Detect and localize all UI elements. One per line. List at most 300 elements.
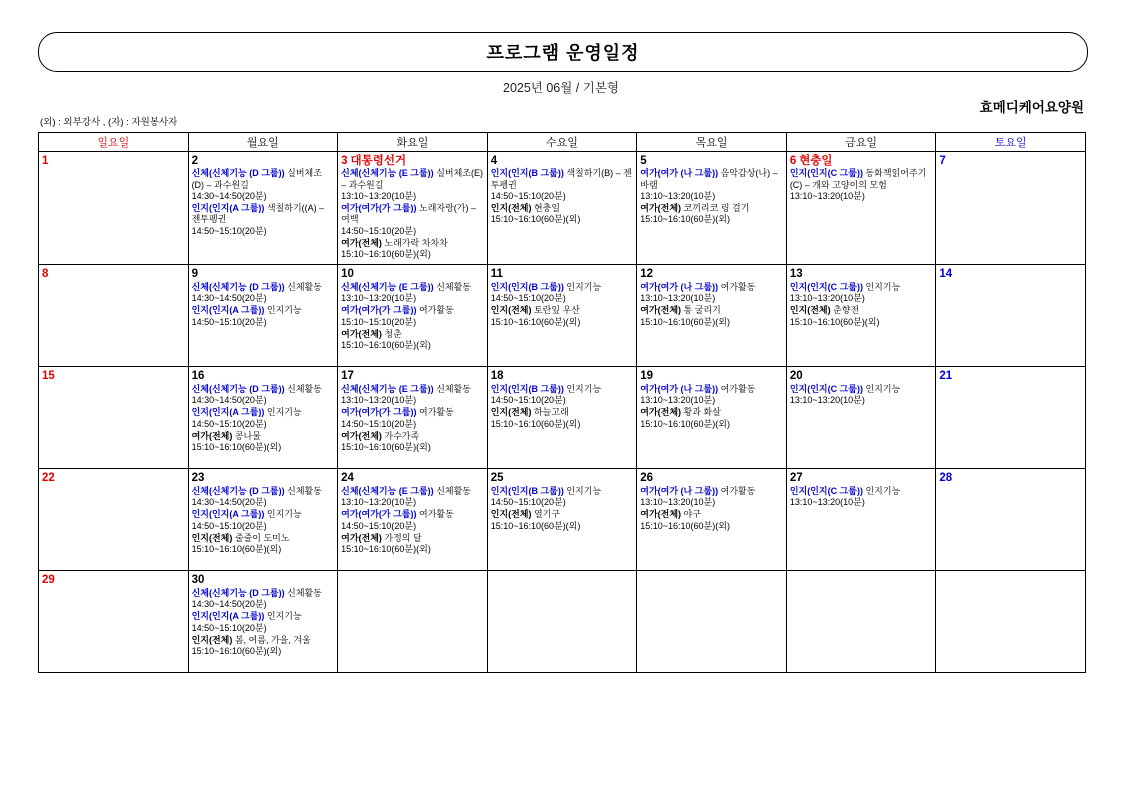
schedule-event[interactable] — [192, 509, 335, 532]
day-number: 1 — [42, 155, 49, 167]
event-time: 14:50~15:10(20분) — [191, 316, 267, 327]
calendar-week-row — [39, 265, 1086, 367]
day-number-line — [42, 573, 185, 587]
event-time: 13:10~13:20(10분) — [640, 293, 716, 303]
event-title: 인지기능 — [266, 305, 302, 316]
event-time: 15:10~16:10(60분)(외) — [640, 316, 730, 327]
page-title: 프로그램 운영일정 — [486, 43, 640, 63]
event-time: 15:10~16:10(60분)(외) — [191, 544, 282, 554]
schedule-event[interactable] — [790, 384, 933, 407]
schedule-event[interactable] — [341, 384, 484, 407]
calendar-day-cell[interactable] — [39, 152, 189, 265]
calendar-day-cell[interactable] — [338, 469, 488, 571]
day-number: 25 — [490, 472, 504, 485]
weekday-header-0: 일요일 — [39, 133, 189, 152]
page-title-box — [38, 32, 1088, 72]
event-program-label: 인지(전체) — [490, 203, 532, 214]
event-title: 통 굴리기 — [683, 305, 721, 316]
day-number-line — [491, 154, 634, 168]
event-title: 여가활동 — [720, 281, 756, 292]
day-number: 23 — [191, 472, 205, 485]
event-title: 인지기능 — [566, 281, 602, 292]
weekday-header-row — [39, 133, 1086, 152]
day-number: 22 — [42, 472, 55, 485]
event-time: 15:10~16:10(60분)(외) — [341, 340, 431, 350]
event-program-label: 여가(여가 (나 그룹)) — [640, 383, 719, 394]
weekday-header-3: 수요일 — [487, 133, 637, 152]
event-program-label: 신체(신체기능 (E 그룹)) — [341, 485, 434, 496]
event-time: 13:10~13:20(10분) — [640, 190, 716, 201]
event-time: 15:10~16:10(60분)(외) — [341, 249, 431, 260]
event-program-label: 여가(여가(가 그룹)) — [341, 509, 417, 520]
event-title: 황과 화살 — [683, 407, 721, 418]
event-time: 15:10~16:10(60분)(외) — [640, 520, 730, 531]
event-time: 14:30~14:50(20분) — [191, 293, 267, 303]
event-program-label: 신체(신체기능 (D 그룹)) — [191, 587, 285, 598]
day-number-line — [42, 154, 185, 168]
day-number-line — [341, 267, 484, 281]
calendar-day-cell[interactable] — [786, 469, 936, 571]
day-number-line — [939, 471, 1082, 485]
event-time: 13:10~13:20(10분) — [640, 395, 716, 405]
event-time: 14:50~15:10(20분) — [490, 395, 566, 405]
calendar-day-cell[interactable] — [936, 571, 1086, 673]
day-number: 27 — [789, 472, 803, 485]
day-number: 18 — [490, 370, 504, 383]
event-program-label: 인지(인지(C 그룹)) — [789, 281, 863, 292]
day-number-line — [192, 267, 335, 281]
day-number: 21 — [939, 370, 953, 383]
event-program-label: 인지(인지(A 그룹)) — [191, 407, 265, 418]
day-number: 19 — [640, 370, 654, 383]
day-number: 7 — [939, 155, 946, 167]
event-program-label: 여가(전체) — [640, 305, 682, 316]
calendar-day-cell[interactable] — [487, 367, 637, 469]
day-number: 28 — [939, 472, 953, 485]
day-number: 30 — [191, 574, 205, 587]
event-program-label: 인지(인지(C 그룹)) — [789, 168, 863, 179]
schedule-event[interactable] — [790, 168, 933, 202]
day-number-line — [42, 471, 185, 485]
schedule-event[interactable] — [491, 305, 634, 328]
day-number: 12 — [640, 268, 654, 281]
schedule-event[interactable] — [192, 431, 335, 454]
event-title: 신체활동 — [436, 281, 471, 292]
calendar-day-cell[interactable] — [487, 152, 637, 265]
event-time: 15:10~16:10(60분)(외) — [490, 214, 581, 225]
schedule-event[interactable] — [491, 384, 634, 407]
event-program-label: 인지(전체) — [490, 509, 532, 520]
calendar-day-cell[interactable] — [188, 265, 338, 367]
event-title: 인지기능 — [566, 485, 602, 496]
event-program-label: 신체(신체기능 (D 그룹)) — [191, 485, 285, 496]
calendar-day-cell[interactable] — [786, 152, 936, 265]
day-number: 29 — [42, 574, 55, 587]
event-time: 14:30~14:50(20분) — [191, 395, 267, 405]
day-number-line — [341, 471, 484, 485]
event-time: 15:10~16:10(60분)(외) — [341, 442, 431, 452]
event-title: 노래자랑(가) – 여백 — [341, 203, 476, 225]
event-time: 15:10~15:10(20분) — [341, 316, 417, 327]
event-program-label: 인지(인지(B 그룹)) — [490, 485, 564, 496]
event-time: 13:10~13:20(10분) — [789, 190, 865, 201]
schedule-event[interactable] — [341, 168, 484, 202]
schedule-event[interactable] — [192, 168, 335, 202]
day-number-line — [192, 369, 335, 383]
day-number-line — [640, 369, 783, 383]
event-title: 신체활동 — [436, 485, 471, 496]
holiday-label: 현충일 — [799, 155, 833, 167]
event-program-label: 여가(전체) — [640, 407, 682, 418]
day-number: 20 — [789, 370, 803, 383]
event-title: 신체활동 — [287, 281, 322, 292]
event-program-label: 인지(인지(B 그룹)) — [490, 383, 564, 394]
schedule-event[interactable] — [341, 431, 484, 454]
event-program-label: 인지(인지(C 그룹)) — [789, 485, 863, 496]
day-number-line — [192, 471, 335, 485]
calendar-day-cell[interactable] — [637, 265, 787, 367]
event-title: 음악감상(나) – 바램 — [640, 168, 778, 190]
event-program-label: 신체(신체기능 (D 그룹)) — [191, 168, 285, 179]
schedule-event[interactable] — [192, 611, 335, 634]
event-title: 인지기능 — [865, 383, 901, 394]
calendar-week-row — [39, 152, 1086, 265]
event-program-label: 인지(인지(A 그룹)) — [191, 305, 265, 316]
day-number: 3 — [341, 155, 348, 167]
schedule-event[interactable] — [192, 486, 335, 509]
event-title: 여가활동 — [419, 407, 454, 418]
day-number-line — [939, 267, 1082, 281]
event-program-label: 여가(여가(가 그룹)) — [341, 203, 417, 214]
event-time: 13:10~13:20(10분) — [341, 395, 417, 405]
event-time: 14:50~15:10(20분) — [341, 418, 417, 429]
day-number: 11 — [490, 268, 503, 281]
schedule-event[interactable] — [491, 168, 634, 202]
schedule-event[interactable] — [192, 203, 335, 237]
event-title: 가수가족 — [384, 430, 420, 441]
event-program-label: 여가(여가 (나 그룹)) — [640, 168, 719, 179]
event-time: 13:10~13:20(10분) — [789, 293, 865, 303]
schedule-event[interactable] — [192, 384, 335, 407]
event-time: 13:10~13:20(10분) — [341, 293, 417, 303]
day-number-line — [939, 369, 1082, 383]
day-number-line — [491, 267, 634, 281]
calendar-week-row — [39, 469, 1086, 571]
event-title: 여가활동 — [720, 485, 756, 496]
event-title: 현충일 — [533, 203, 561, 214]
day-number-line — [640, 267, 783, 281]
day-number: 16 — [191, 370, 205, 383]
calendar-day-cell[interactable] — [487, 469, 637, 571]
event-program-label: 신체(신체기능 (D 그룹)) — [191, 281, 285, 292]
schedule-event[interactable] — [341, 238, 484, 261]
day-number-line — [790, 267, 933, 281]
weekday-header-2: 화요일 — [338, 133, 488, 152]
schedule-event[interactable] — [192, 533, 335, 556]
day-number-line — [640, 471, 783, 485]
day-number: 24 — [341, 472, 354, 485]
day-number: 9 — [191, 268, 198, 281]
schedule-event[interactable] — [491, 282, 634, 305]
calendar-day-cell[interactable] — [39, 469, 189, 571]
event-program-label: 여가(여가 (나 그룹)) — [640, 485, 719, 496]
calendar-day-cell[interactable] — [39, 571, 189, 673]
event-time: 13:10~13:20(10분) — [789, 497, 865, 507]
day-number-line — [790, 154, 933, 168]
page-subtitle: 2025년 06월 / 기본형 — [503, 81, 619, 95]
day-number-line — [192, 154, 335, 168]
event-program-label: 여가(전체) — [341, 237, 382, 248]
day-number: 8 — [42, 268, 49, 281]
event-program-label: 여가(전체) — [341, 430, 382, 441]
schedule-event[interactable] — [491, 203, 634, 226]
event-time: 15:10~16:10(60분)(외) — [490, 316, 581, 327]
weekday-header-1: 월요일 — [188, 133, 338, 152]
event-program-label: 인지(인지(A 그룹)) — [191, 509, 265, 520]
event-title: 인지기능 — [566, 383, 602, 394]
event-title: 인지기능 — [266, 611, 302, 622]
schedule-event[interactable] — [341, 329, 484, 352]
day-number-line — [192, 573, 335, 587]
schedule-event[interactable] — [640, 407, 783, 430]
event-title: 가정의 달 — [384, 532, 422, 543]
event-title: 토란잎 우산 — [533, 305, 580, 316]
schedule-event[interactable] — [640, 509, 783, 532]
day-number-line — [790, 471, 933, 485]
event-program-label: 여가(여가(가 그룹)) — [341, 305, 417, 316]
schedule-event[interactable] — [790, 282, 933, 305]
day-number-line — [491, 369, 634, 383]
day-number-line — [341, 369, 484, 383]
schedule-event[interactable] — [341, 486, 484, 509]
event-time: 14:50~15:10(20분) — [341, 520, 417, 531]
event-time: 15:10~16:10(60분)(외) — [341, 544, 431, 554]
event-title: 인지기능 — [865, 485, 901, 496]
event-title: 청춘 — [384, 328, 402, 339]
schedule-event[interactable] — [790, 486, 933, 509]
event-time: 15:10~16:10(60분)(외) — [490, 418, 581, 429]
calendar-day-cell[interactable] — [487, 265, 637, 367]
schedule-event[interactable] — [341, 509, 484, 532]
event-title: 인지기능 — [865, 281, 901, 292]
event-title: 실버체조(D) – 과수원길 — [191, 168, 322, 190]
event-program-label: 인지(인지(C 그룹)) — [789, 383, 863, 394]
event-time: 13:10~13:20(10분) — [789, 395, 865, 405]
event-time: 14:50~15:10(20분) — [490, 293, 566, 303]
event-title: 여가활동 — [419, 509, 454, 520]
event-program-label: 인지(전체) — [490, 407, 532, 418]
event-program-label: 인지(인지(B 그룹)) — [490, 281, 564, 292]
event-program-label: 여가(여가 (나 그룹)) — [640, 281, 719, 292]
day-number: 15 — [42, 370, 55, 383]
event-time: 15:10~16:10(60분)(외) — [789, 316, 880, 327]
schedule-event[interactable] — [192, 282, 335, 305]
event-time: 14:50~15:10(20분) — [490, 190, 566, 201]
event-title: 동화책읽어주기(C) – 개와 고양이의 모험 — [789, 168, 927, 190]
calendar-day-cell[interactable] — [188, 469, 338, 571]
event-time: 14:50~15:10(20분) — [191, 225, 267, 236]
event-title: 색칠하기(B) – 젠투펭귄 — [490, 168, 632, 190]
day-number-line — [640, 154, 783, 168]
event-title: 춘향전 — [833, 305, 860, 316]
calendar-day-cell[interactable] — [338, 571, 488, 673]
event-time: 14:30~14:50(20분) — [191, 190, 267, 201]
calendar-day-cell[interactable] — [39, 265, 189, 367]
event-program-label: 여가(전체) — [640, 509, 682, 520]
schedule-event[interactable] — [192, 635, 335, 658]
day-number: 13 — [789, 268, 803, 281]
schedule-event[interactable] — [640, 305, 783, 328]
schedule-event[interactable] — [640, 486, 783, 509]
event-title: 열기구 — [533, 509, 561, 520]
event-title: 신체활동 — [287, 383, 322, 394]
calendar-day-cell[interactable] — [936, 152, 1086, 265]
schedule-event[interactable] — [790, 305, 933, 328]
day-number: 6 — [789, 155, 797, 167]
schedule-event[interactable] — [341, 282, 484, 305]
schedule-event[interactable] — [491, 509, 634, 532]
event-program-label: 여가(여가(가 그룹)) — [341, 407, 417, 418]
schedule-event[interactable] — [640, 203, 783, 226]
event-time: 15:10~16:10(60분)(외) — [191, 442, 282, 452]
calendar-day-cell[interactable] — [188, 152, 338, 265]
event-time: 14:50~15:10(20분) — [191, 520, 267, 531]
event-program-label: 인지(인지(B 그룹)) — [490, 168, 564, 179]
day-number: 17 — [341, 370, 354, 383]
day-number: 14 — [939, 268, 953, 281]
event-time: 15:10~16:10(60분)(외) — [640, 418, 730, 429]
event-time: 14:50~15:10(20분) — [191, 622, 267, 633]
calendar-week-row — [39, 367, 1086, 469]
calendar-day-cell[interactable] — [338, 265, 488, 367]
event-title: 줄줄이 도미노 — [234, 532, 290, 543]
event-title: 색칠하기((A) – 젠투펭귄 — [191, 203, 325, 225]
calendar-day-cell[interactable] — [338, 152, 488, 265]
calendar-day-cell[interactable] — [786, 265, 936, 367]
event-program-label: 여가(전체) — [341, 328, 382, 339]
day-number: 2 — [191, 155, 198, 167]
day-number: 10 — [341, 268, 354, 281]
event-time: 15:10~16:10(60분)(외) — [640, 214, 730, 225]
event-program-label: 신체(신체기능 (E 그룹)) — [341, 383, 434, 394]
schedule-event[interactable] — [341, 407, 484, 430]
event-title: 봄, 여름, 가을, 겨울 — [234, 634, 311, 645]
calendar-day-cell[interactable] — [338, 367, 488, 469]
day-number-line — [42, 369, 185, 383]
event-time: 15:10~16:10(60분)(외) — [490, 520, 581, 531]
event-program-label: 인지(전체) — [191, 634, 233, 645]
weekday-header-6: 토요일 — [936, 133, 1086, 152]
day-number: 5 — [640, 155, 647, 167]
event-program-label: 여가(전체) — [191, 430, 233, 441]
holiday-label: 대통령선거 — [350, 155, 407, 167]
event-time: 14:30~14:50(20분) — [191, 497, 267, 507]
event-title: 인지기능 — [266, 509, 302, 520]
schedule-event[interactable] — [640, 282, 783, 305]
event-title: 여가활동 — [720, 383, 756, 394]
calendar-day-cell[interactable] — [39, 367, 189, 469]
event-title: 인지기능 — [266, 407, 302, 418]
calendar-day-cell[interactable] — [637, 152, 787, 265]
calendar-day-cell[interactable] — [936, 265, 1086, 367]
calendar-day-cell[interactable] — [487, 571, 637, 673]
day-number-line — [42, 267, 185, 281]
event-title: 신체활동 — [436, 383, 471, 394]
event-time: 14:30~14:50(20분) — [191, 599, 267, 609]
event-title: 야구 — [683, 509, 701, 520]
event-title: 여가활동 — [419, 305, 454, 316]
event-title: 실버체조(E) – 과수원길 — [341, 168, 483, 190]
day-number-line — [790, 369, 933, 383]
day-number: 4 — [490, 155, 498, 167]
event-title: 신체활동 — [287, 587, 322, 598]
schedule-event[interactable] — [341, 533, 484, 556]
event-program-label: 신체(신체기능 (D 그룹)) — [191, 383, 285, 394]
day-number-line — [939, 154, 1082, 168]
event-program-label: 신체(신체기능 (E 그룹)) — [341, 168, 434, 179]
calendar-day-cell[interactable] — [188, 571, 338, 673]
event-program-label: 여가(전체) — [341, 532, 382, 543]
day-number-line — [341, 154, 484, 168]
facility-name: 효메디케어요양원 — [979, 100, 1084, 115]
event-title: 코끼리코 링 걸기 — [683, 203, 750, 214]
event-program-label: 인지(전체) — [191, 532, 233, 543]
event-title: 하늘고래 — [533, 407, 569, 418]
schedule-event[interactable] — [341, 203, 484, 237]
event-title: 신체활동 — [287, 485, 322, 496]
schedule-calendar — [38, 132, 1086, 673]
calendar-day-cell[interactable] — [786, 367, 936, 469]
weekday-header-5: 금요일 — [786, 133, 936, 152]
event-program-label: 인지(인지(A 그룹)) — [191, 611, 265, 622]
schedule-event[interactable] — [491, 486, 634, 509]
event-time: 14:50~15:10(20분) — [191, 418, 267, 429]
event-program-label: 인지(인지(A 그룹)) — [191, 203, 265, 214]
event-title: 콩나물 — [234, 430, 261, 441]
schedule-event[interactable] — [192, 588, 335, 611]
event-time: 13:10~13:20(10분) — [640, 497, 716, 507]
schedule-event[interactable] — [491, 407, 634, 430]
event-time: 14:50~15:10(20분) — [490, 497, 566, 507]
schedule-event[interactable] — [640, 384, 783, 407]
calendar-day-cell[interactable] — [786, 571, 936, 673]
event-time: 13:10~13:20(10분) — [341, 190, 417, 201]
event-time: 14:50~15:10(20분) — [341, 225, 417, 236]
calendar-day-cell[interactable] — [936, 367, 1086, 469]
schedule-event[interactable] — [192, 305, 335, 328]
event-program-label: 여가(전체) — [640, 203, 682, 214]
event-title: 노래가락 차차차 — [384, 237, 448, 248]
event-time: 15:10~16:10(60분)(외) — [191, 646, 282, 656]
calendar-day-cell[interactable] — [936, 469, 1086, 571]
schedule-event[interactable] — [341, 305, 484, 328]
calendar-day-cell[interactable] — [637, 571, 787, 673]
day-number: 26 — [640, 472, 654, 485]
event-program-label: 인지(전체) — [490, 305, 532, 316]
legend-note: (외) : 외부강사 , (자) : 자원봉사자 — [40, 117, 178, 128]
calendar-day-cell[interactable] — [637, 367, 787, 469]
day-number-line — [491, 471, 634, 485]
schedule-event[interactable] — [640, 168, 783, 202]
event-program-label: 신체(신체기능 (E 그룹)) — [341, 281, 434, 292]
event-program-label: 인지(전체) — [789, 305, 831, 316]
event-time: 13:10~13:20(10분) — [341, 497, 417, 507]
calendar-day-cell[interactable] — [188, 367, 338, 469]
calendar-day-cell[interactable] — [637, 469, 787, 571]
calendar-week-row — [39, 571, 1086, 673]
schedule-event[interactable] — [192, 407, 335, 430]
weekday-header-4: 목요일 — [637, 133, 787, 152]
